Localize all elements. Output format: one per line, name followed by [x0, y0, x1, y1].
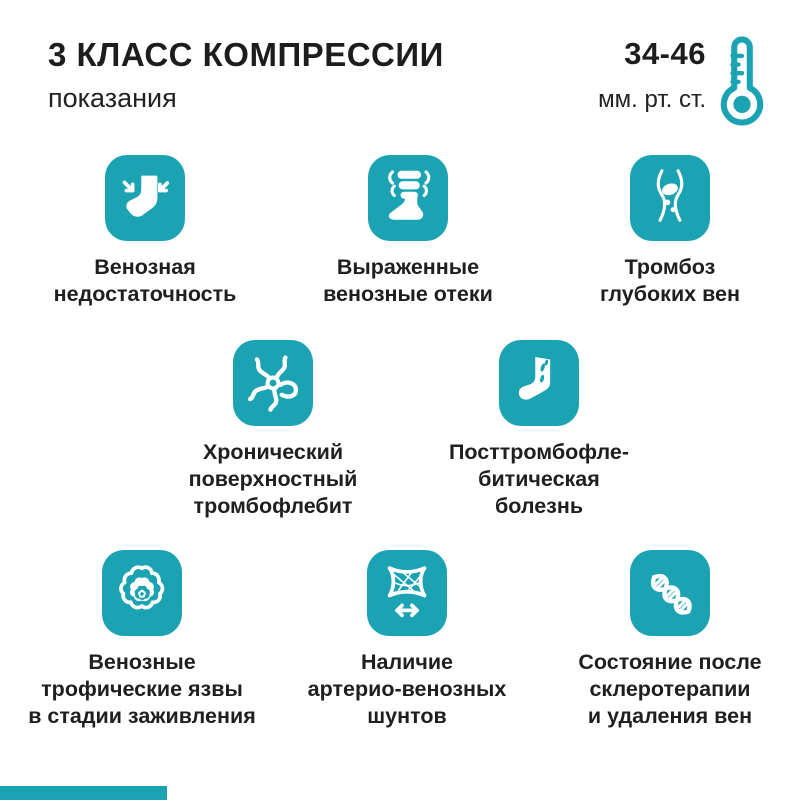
shunt-mesh-icon	[367, 550, 447, 636]
spider-veins-icon	[233, 340, 313, 426]
swollen-leg-icon	[368, 155, 448, 241]
pressure-text	[598, 36, 706, 114]
pressure-block	[598, 36, 768, 126]
vein-thrombus-icon	[630, 155, 710, 241]
indication-label: Хронический поверхностный тромбофлебит	[188, 440, 358, 518]
indication-venous-insufficiency	[5, 155, 285, 308]
stocking-spots-icon	[499, 340, 579, 426]
indication-label: Тромбоз глубоких вен	[600, 255, 740, 306]
thermometer-icon	[716, 36, 768, 126]
indication-venous-edema	[268, 155, 548, 308]
indication-deep-vein-thrombosis	[530, 155, 800, 308]
healing-ulcer-icon	[102, 550, 182, 636]
indication-label: Венозные трофические язвы в стадии заживления	[28, 650, 256, 728]
indication-label: Выраженные венозные отеки	[323, 255, 493, 306]
page-subtitle: показания	[48, 83, 177, 113]
indication-chronic-thrombophlebitis	[133, 340, 413, 520]
header	[48, 36, 444, 114]
indication-label: Венозная недостаточность	[53, 255, 237, 306]
indication-post-sclerotherapy	[530, 550, 800, 730]
indication-trophic-ulcers	[2, 550, 282, 730]
page-title: 3 КЛАСС КОМПРЕССИИ	[48, 36, 444, 73]
indication-postthrombotic-disease	[399, 340, 679, 520]
indication-label: Посттромбофле- битическая болезнь	[448, 440, 630, 518]
pressure-unit: мм. рт. ст.	[598, 86, 706, 113]
pressure-value: 34-46	[624, 36, 706, 71]
dna-icon	[630, 550, 710, 636]
indication-av-shunts	[267, 550, 547, 730]
indication-label: Состояние после склеротерапии и удаления вен	[578, 650, 762, 728]
footer-accent-bar	[0, 786, 167, 800]
indication-label: Наличие артерио-венозных шунтов	[307, 650, 507, 728]
compressed-sock-icon	[105, 155, 185, 241]
